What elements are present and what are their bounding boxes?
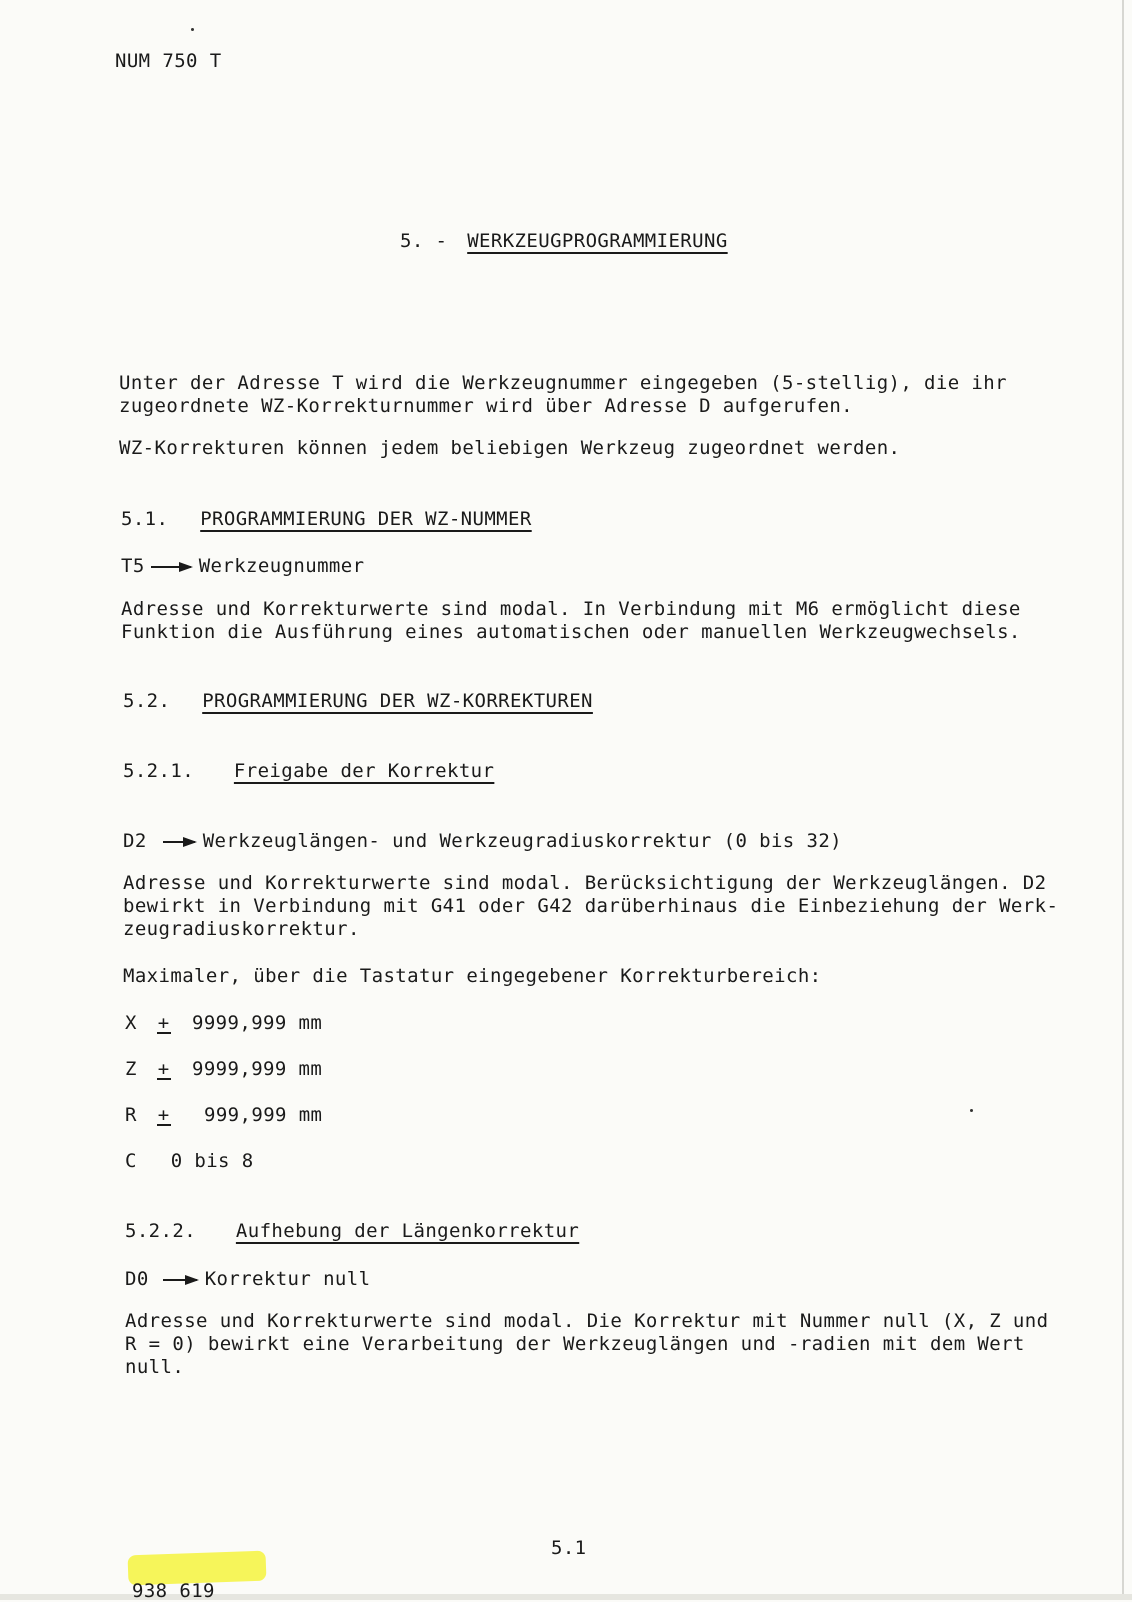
section-number: 5.2.1. <box>123 760 195 782</box>
speck <box>970 1109 973 1112</box>
section-title: Freigabe der Korrektur <box>233 760 495 782</box>
document-number: 938 619 <box>132 1580 215 1602</box>
range-value: 0 bis 8 <box>170 1150 254 1172</box>
code-description: Werkzeugnummer <box>198 555 365 577</box>
page-number: 5.1 <box>551 1537 587 1559</box>
plus-minus-icon: + <box>157 1012 170 1034</box>
text-line: Funktion die Ausführung eines automatischen oder manuellen Werkzeugwechsels. <box>121 621 1021 643</box>
text-line: Adresse und Korrekturwerte sind modal. In Verbindung mit M6 ermöglicht diese <box>121 598 1021 620</box>
section-5-1-heading <box>121 508 532 530</box>
text-line: Adresse und Korrekturwerte sind modal. Berücksichtigung der Werkzeuglängen. D2 <box>123 872 1047 894</box>
plus-minus-icon: + <box>157 1058 170 1080</box>
range-intro: Maximaler, über die Tastatur eingegebener Korrekturbereich: <box>123 965 822 987</box>
section-number: 5.2.2. <box>125 1220 197 1242</box>
axis-label: R <box>125 1104 137 1126</box>
code-address: D2 <box>123 830 147 852</box>
section-title: PROGRAMMIERUNG DER WZ-NUMMER <box>200 508 532 530</box>
axis-label: X <box>125 1012 137 1034</box>
intro-note: WZ-Korrekturen können jedem beliebigen Werkzeug zugeordnet werden. <box>119 437 901 459</box>
range-value: 999,999 mm <box>204 1104 323 1126</box>
range-row-r <box>125 1104 425 1126</box>
arrow-icon <box>151 566 191 568</box>
range-value: 9999,999 mm <box>192 1058 323 1080</box>
code-address: D0 <box>125 1268 149 1290</box>
text-line: Adresse und Korrekturwerte sind modal. Die Korrektur mit Nummer null (X, Z und <box>125 1310 1049 1332</box>
chapter-title: WERKZEUGPROGRAMMIERUNG <box>467 230 728 252</box>
range-row-x <box>125 1012 425 1034</box>
arrow-icon <box>163 841 195 843</box>
chapter-number: 5. - <box>400 230 448 252</box>
plus-minus-icon: + <box>157 1104 170 1126</box>
section-5-2-heading <box>123 690 593 712</box>
section-5-2-2-heading <box>125 1220 579 1242</box>
section-5-2-2-paragraph <box>125 1310 1048 1379</box>
text-line: zeugradiuskorrektur. <box>123 918 360 940</box>
arrow-icon <box>163 1279 197 1281</box>
section-5-1-paragraph <box>121 598 1021 644</box>
text-line: bewirkt in Verbindung mit G41 oder G42 darüberhinaus die Einbeziehung der Werk- <box>123 895 1059 917</box>
code-line-d2 <box>123 830 842 852</box>
code-description: Korrektur null <box>204 1268 371 1290</box>
page-edge <box>1122 0 1124 1600</box>
text-line: zugeordnete WZ-Korrekturnummer wird über Adresse D aufgerufen. <box>119 395 854 417</box>
chapter-heading <box>400 230 728 252</box>
axis-label: Z <box>125 1058 137 1080</box>
text-line: Unter der Adresse T wird die Werkzeugnummer eingegeben (5-stellig), die ihr <box>119 372 1007 394</box>
range-row-c <box>125 1150 254 1172</box>
intro-paragraph <box>119 372 1007 418</box>
text-line: R = 0) bewirkt eine Verarbeitung der Werkzeuglängen und -radien mit dem Wert <box>125 1333 1025 1355</box>
code-line-t5 <box>121 555 364 577</box>
range-row-z <box>125 1058 425 1080</box>
code-line-d0 <box>125 1268 370 1290</box>
section-title: Aufhebung der Längenkorrektur <box>235 1220 580 1242</box>
header-model: NUM 750 T <box>115 50 222 72</box>
section-5-2-1-heading <box>123 760 494 782</box>
code-address: T5 <box>121 555 145 577</box>
speck <box>191 28 194 31</box>
section-number: 5.2. <box>123 690 171 712</box>
axis-label: C <box>125 1150 137 1172</box>
section-number: 5.1. <box>121 508 169 530</box>
text-line: null. <box>125 1356 185 1378</box>
section-title: PROGRAMMIERUNG DER WZ-KORREKTUREN <box>202 690 593 712</box>
range-value: 9999,999 mm <box>192 1012 323 1034</box>
code-description: Werkzeuglängen- und Werkzeugradiuskorrektur (0 bis 32) <box>202 830 842 852</box>
section-5-2-1-paragraph <box>123 872 1058 941</box>
